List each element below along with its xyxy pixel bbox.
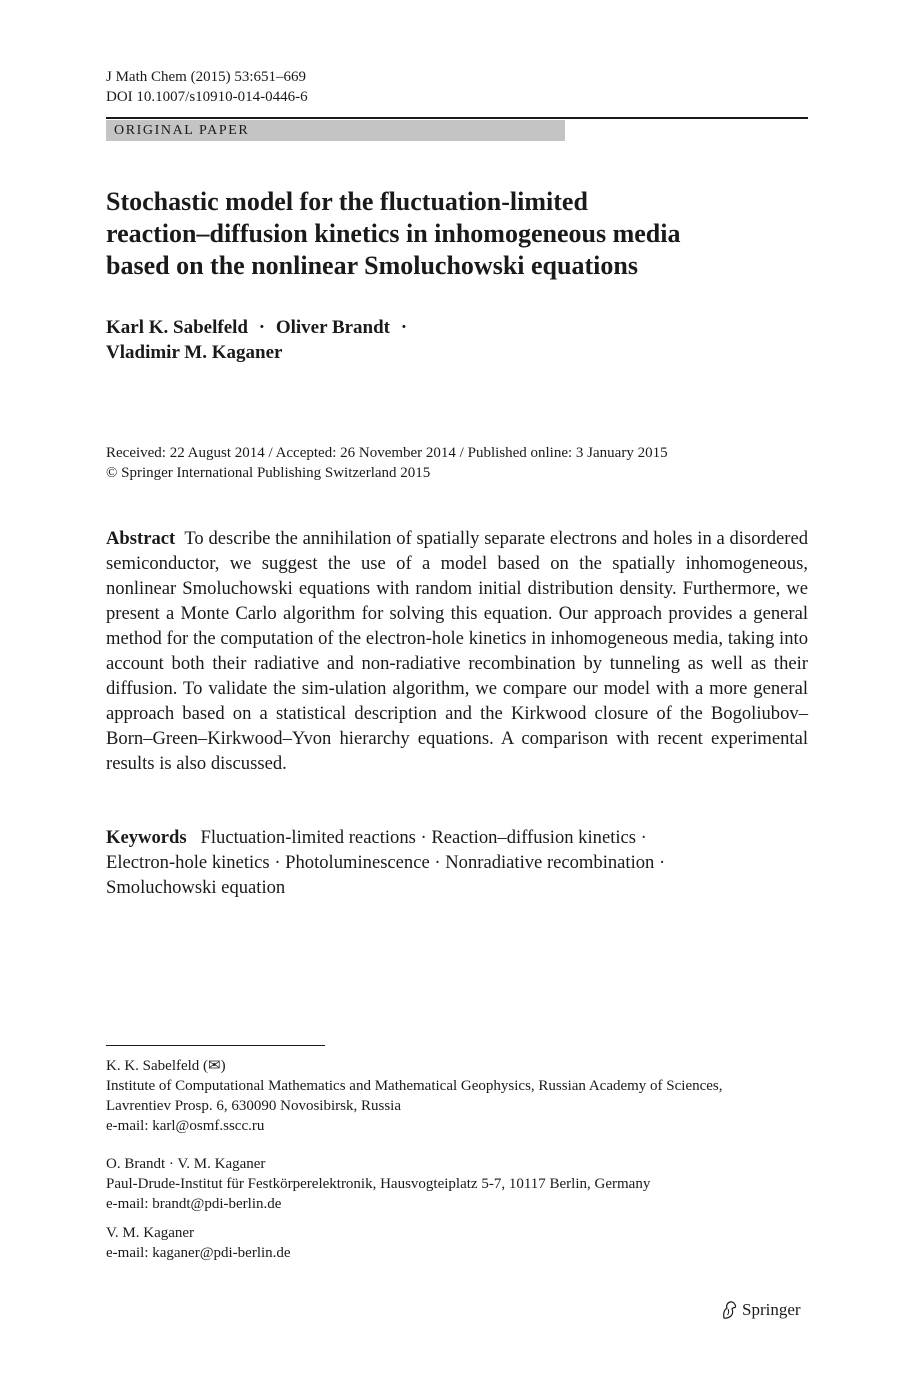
springer-horse-icon — [720, 1300, 738, 1320]
keywords-label: Keywords — [106, 827, 187, 848]
abstract — [106, 526, 808, 776]
footnote-affiliation: Institute of Computational Mathematics and Mathematical Geophysics, Russian Academy of Sciences, — [106, 1078, 723, 1094]
history-dates: Received: 22 August 2014 / Accepted: 26 November 2014 / Published online: 3 January 2015 — [106, 445, 668, 461]
title-line: reaction–diffusion kinetics in inhomogeneous media — [106, 219, 681, 248]
footnote-affiliation: Lavrentiev Prosp. 6, 630090 Novosibirsk, Russia — [106, 1098, 401, 1114]
footnote-email[interactable]: e-mail: kaganer@pdi-berlin.de — [106, 1245, 291, 1261]
abstract-text: To describe the annihilation of spatially separate electrons and holes in a disordered semiconductor, we suggest the use of a model based on the spatially inhomogeneous, nonlinear Smoluchowski equations with random initial distribution density. Furthermore, we present a Monte Carlo algorithm for solving this equation. Our approach provides a general method for the computation of the electron-hole kinetics in inhomogeneous media, taking into account both their radiative and non-radiative recombination by tunneling as well as their diffusion. To validate the sim-ulation algorithm, we compare our model with a more general approach based on a statistical description and the Kirkwood closure of the Bogoliubov–Born–Green–Kirkwood–Yvon hierarchy equations. A comparison with recent experimental results is also discussed. — [106, 528, 808, 774]
header-rule — [106, 117, 808, 119]
journal-citation: J Math Chem (2015) 53:651–669 — [106, 69, 306, 85]
keywords-line: Fluctuation-limited reactions · Reaction–diffusion kinetics · — [200, 827, 647, 848]
footnote-name: V. M. Kaganer — [106, 1225, 195, 1241]
footnote-name: O. Brandt · V. M. Kaganer — [106, 1156, 266, 1172]
footnote-affiliation: Paul-Drude-Institut für Festkörperelektronik, Hausvogteiplatz 5-7, 10117 Berlin, Germany — [106, 1176, 651, 1192]
doi: DOI 10.1007/s10910-014-0446-6 — [106, 89, 308, 105]
author-name: Oliver Brandt — [275, 317, 391, 338]
copyright: © Springer International Publishing Switzerland 2015 — [106, 465, 431, 481]
journal-header — [106, 67, 308, 107]
keywords-line: Electron-hole kinetics · Photoluminescence · Nonradiative recombination · — [106, 852, 666, 873]
footnote-email[interactable]: e-mail: karl@osmf.sscc.ru — [106, 1118, 265, 1134]
title-line: Stochastic model for the fluctuation-limited — [106, 187, 588, 216]
footnote-name: K. K. Sabelfeld (✉) — [106, 1058, 226, 1074]
publisher-logo — [720, 1298, 801, 1322]
author-separator: · — [258, 317, 266, 338]
author-separator: · — [400, 317, 408, 338]
author-name: Vladimir M. Kaganer — [106, 342, 283, 363]
footnote-rule — [106, 1045, 325, 1046]
footnote-affiliation-3 — [106, 1223, 808, 1263]
footnote-affiliation-1 — [106, 1056, 808, 1136]
author-name: Karl K. Sabelfeld — [106, 317, 248, 338]
paper-type-banner: ORIGINAL PAPER — [106, 120, 565, 141]
paper-title — [106, 186, 806, 282]
publisher-name: Springer — [742, 1300, 801, 1319]
abstract-label: Abstract — [106, 528, 176, 549]
keywords — [106, 825, 808, 900]
keywords-line: Smoluchowski equation — [106, 877, 286, 898]
publication-history — [106, 443, 808, 483]
footnote-affiliation-2 — [106, 1154, 808, 1214]
title-line: based on the nonlinear Smoluchowski equations — [106, 251, 638, 280]
footnote-email[interactable]: e-mail: brandt@pdi-berlin.de — [106, 1196, 282, 1212]
author-list — [106, 315, 806, 365]
